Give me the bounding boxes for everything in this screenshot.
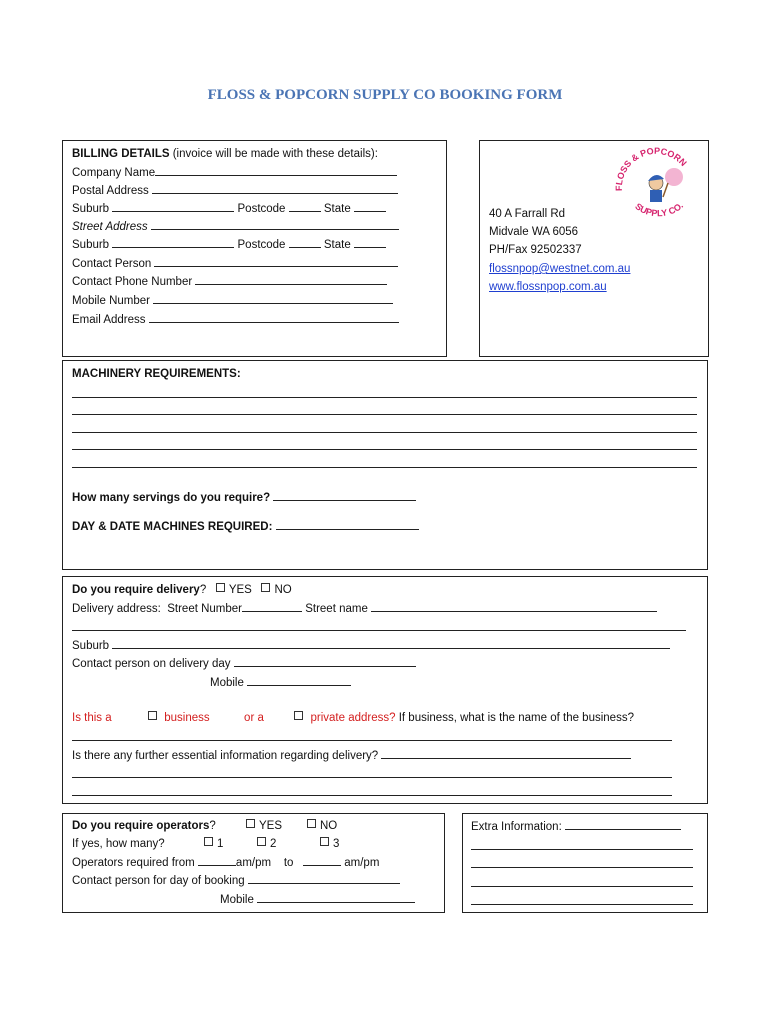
machinery-section (62, 360, 708, 570)
operators-option-3 (320, 836, 339, 852)
servings-row (72, 489, 416, 506)
time-from-field[interactable] (198, 854, 236, 866)
machinery-line-1[interactable] (72, 397, 697, 398)
servings-field[interactable] (273, 489, 416, 501)
operators-2-label: 2 (270, 838, 277, 850)
delivery-mobile-row (210, 674, 351, 691)
operators-2-checkbox[interactable] (257, 837, 266, 846)
is-this-a-label: Is this a (72, 712, 112, 724)
operators-mobile-label: Mobile (220, 894, 254, 906)
floss-popcorn-logo (608, 145, 704, 225)
postcode-field-1[interactable] (289, 200, 321, 212)
operators-yes-option (246, 818, 282, 834)
extra-info-line-3[interactable] (471, 867, 693, 868)
delivery-mobile-field[interactable] (247, 674, 351, 686)
email-address-field[interactable] (149, 311, 399, 323)
suburb-row-1 (72, 200, 386, 217)
day-date-label: DAY & DATE MACHINES REQUIRED: (72, 521, 273, 533)
operators-contact-field[interactable] (248, 872, 400, 884)
business-checkbox[interactable] (148, 711, 157, 720)
ampm-label-2: am/pm (344, 857, 380, 869)
delivery-suburb-field[interactable] (112, 637, 670, 649)
operators-option-1 (204, 836, 223, 852)
to-label: to (283, 857, 294, 869)
svg-text:FLOSS & POPCORN: FLOSS & POPCORN (613, 145, 689, 192)
state-label-1: State (323, 203, 351, 215)
delivery-question-row (72, 582, 292, 598)
how-many-label: If yes, how many? (72, 838, 165, 850)
operators-contact-row (72, 872, 400, 889)
delivery-address-label: Delivery address: (72, 603, 161, 615)
operators-qmark: ? (209, 820, 216, 832)
state-field-2[interactable] (354, 236, 386, 248)
operators-question-row (72, 818, 216, 834)
billing-heading-row (72, 146, 378, 162)
billing-heading: BILLING DETAILS (72, 148, 170, 160)
street-name-field[interactable] (371, 600, 657, 612)
delivery-no-checkbox[interactable] (261, 583, 270, 592)
street-address-field[interactable] (151, 218, 399, 230)
operators-1-checkbox[interactable] (204, 837, 213, 846)
company-website-link[interactable]: www.flossnpop.com.au (489, 281, 607, 293)
suburb-field-2[interactable] (112, 236, 234, 248)
mobile-number-label: Mobile Number (72, 295, 150, 307)
delivery-address-row (72, 600, 657, 617)
street-number-label: Street Number (167, 603, 243, 615)
suburb-label-2: Suburb (72, 239, 110, 251)
business-name-line[interactable] (72, 740, 672, 741)
postal-address-label: Postal Address (72, 185, 149, 197)
delivery-suburb-row (72, 637, 670, 654)
private-address-label: private address? (310, 712, 396, 724)
company-address-1: 40 A Farrall Rd (489, 208, 566, 220)
further-info-field[interactable] (381, 747, 631, 759)
postcode-label-2: Postcode (237, 239, 286, 251)
street-address-label: Street Address (72, 221, 148, 233)
delivery-contact-row (72, 655, 416, 672)
postcode-label-1: Postcode (237, 203, 286, 215)
operators-3-checkbox[interactable] (320, 837, 329, 846)
street-name-label: Street name (305, 603, 368, 615)
operators-no-label: NO (320, 820, 338, 832)
company-email-link[interactable]: flossnpop@westnet.com.au (489, 263, 631, 275)
time-to-field[interactable] (303, 854, 341, 866)
operators-question: Do you require operators (72, 820, 210, 832)
svg-text:SUPPLY CO.: SUPPLY CO. (633, 200, 686, 219)
further-info-line-3[interactable] (72, 795, 672, 796)
company-name-row (72, 164, 397, 181)
extra-info-line-5[interactable] (471, 904, 693, 905)
machinery-line-2[interactable] (72, 414, 697, 415)
operators-yes-label: YES (259, 820, 283, 832)
contact-phone-field[interactable] (195, 273, 387, 285)
extra-info-field[interactable] (565, 818, 681, 830)
delivery-mobile-label: Mobile (210, 677, 244, 689)
extra-info-label: Extra Information: (471, 821, 562, 833)
day-date-row (72, 518, 419, 535)
street-address-row (72, 218, 399, 235)
business-label: business (164, 712, 210, 724)
contact-phone-row (72, 273, 387, 290)
postcode-field-2[interactable] (289, 236, 321, 248)
billing-heading-note: (invoice will be made with these details): (169, 148, 378, 160)
delivery-no-label: NO (274, 584, 292, 596)
delivery-yes-checkbox[interactable] (216, 583, 225, 592)
contact-person-field[interactable] (154, 255, 398, 267)
contact-phone-label: Contact Phone Number (72, 276, 193, 288)
company-name-label: Company Name (72, 167, 156, 179)
operators-no-option (307, 818, 337, 834)
postal-address-row (72, 182, 398, 199)
company-address-2: Midvale WA 6056 (489, 226, 579, 238)
delivery-contact-label: Contact person on delivery day (72, 658, 231, 670)
further-info-row (72, 747, 631, 764)
state-field-1[interactable] (354, 200, 386, 212)
machinery-line-4[interactable] (72, 449, 697, 450)
address-type-row (72, 710, 634, 726)
further-info-label: Is there any further essential information regarding delivery? (72, 750, 379, 762)
operators-1-label: 1 (217, 838, 224, 850)
mobile-number-field[interactable] (153, 292, 393, 304)
state-label-2: State (323, 239, 351, 251)
delivery-qmark: ? (199, 584, 207, 596)
operators-option-2 (257, 836, 276, 852)
street-number-field[interactable] (242, 600, 302, 612)
contact-person-row (72, 255, 398, 272)
machinery-line-3[interactable] (72, 432, 697, 433)
or-a-label: or a (244, 712, 264, 724)
contact-person-label: Contact Person (72, 258, 152, 270)
suburb-field-1[interactable] (112, 200, 234, 212)
day-date-field[interactable] (276, 518, 419, 530)
private-address-checkbox[interactable] (294, 711, 303, 720)
operators-contact-label: Contact person for day of booking (72, 875, 245, 887)
further-info-line-2[interactable] (72, 777, 672, 778)
postal-address-field[interactable] (152, 182, 398, 194)
operators-mobile-field[interactable] (257, 891, 415, 903)
extra-info-line-2[interactable] (471, 849, 693, 850)
email-address-row (72, 311, 399, 328)
operators-no-checkbox[interactable] (307, 819, 316, 828)
operators-yes-checkbox[interactable] (246, 819, 255, 828)
delivery-address-line-2[interactable] (72, 630, 686, 631)
ampm-label-1: am/pm (235, 857, 272, 869)
machinery-heading: MACHINERY REQUIREMENTS: (72, 368, 241, 380)
operators-mobile-row (220, 891, 415, 908)
machinery-line-5[interactable] (72, 467, 697, 468)
delivery-suburb-label: Suburb (72, 640, 110, 652)
delivery-yes-label: YES (228, 584, 252, 596)
suburb-label-1: Suburb (72, 203, 110, 215)
required-from-label: Operators required from (72, 857, 195, 869)
business-name-question: If business, what is the name of the business? (398, 712, 634, 724)
mobile-number-row (72, 292, 393, 309)
email-address-label: Email Address (72, 314, 146, 326)
company-name-field[interactable] (155, 164, 397, 176)
suburb-row-2 (72, 236, 386, 253)
extra-info-line-4[interactable] (471, 886, 693, 887)
delivery-question: Do you require delivery (72, 584, 200, 596)
operators-time-row (72, 854, 379, 871)
delivery-contact-field[interactable] (234, 655, 416, 667)
servings-label: How many servings do you require? (72, 492, 271, 504)
operators-3-label: 3 (333, 838, 340, 850)
form-title: FLOSS & POPCORN SUPPLY CO BOOKING FORM (207, 87, 563, 103)
extra-info-row (471, 818, 681, 835)
company-phone: PH/Fax 92502337 (489, 244, 582, 256)
